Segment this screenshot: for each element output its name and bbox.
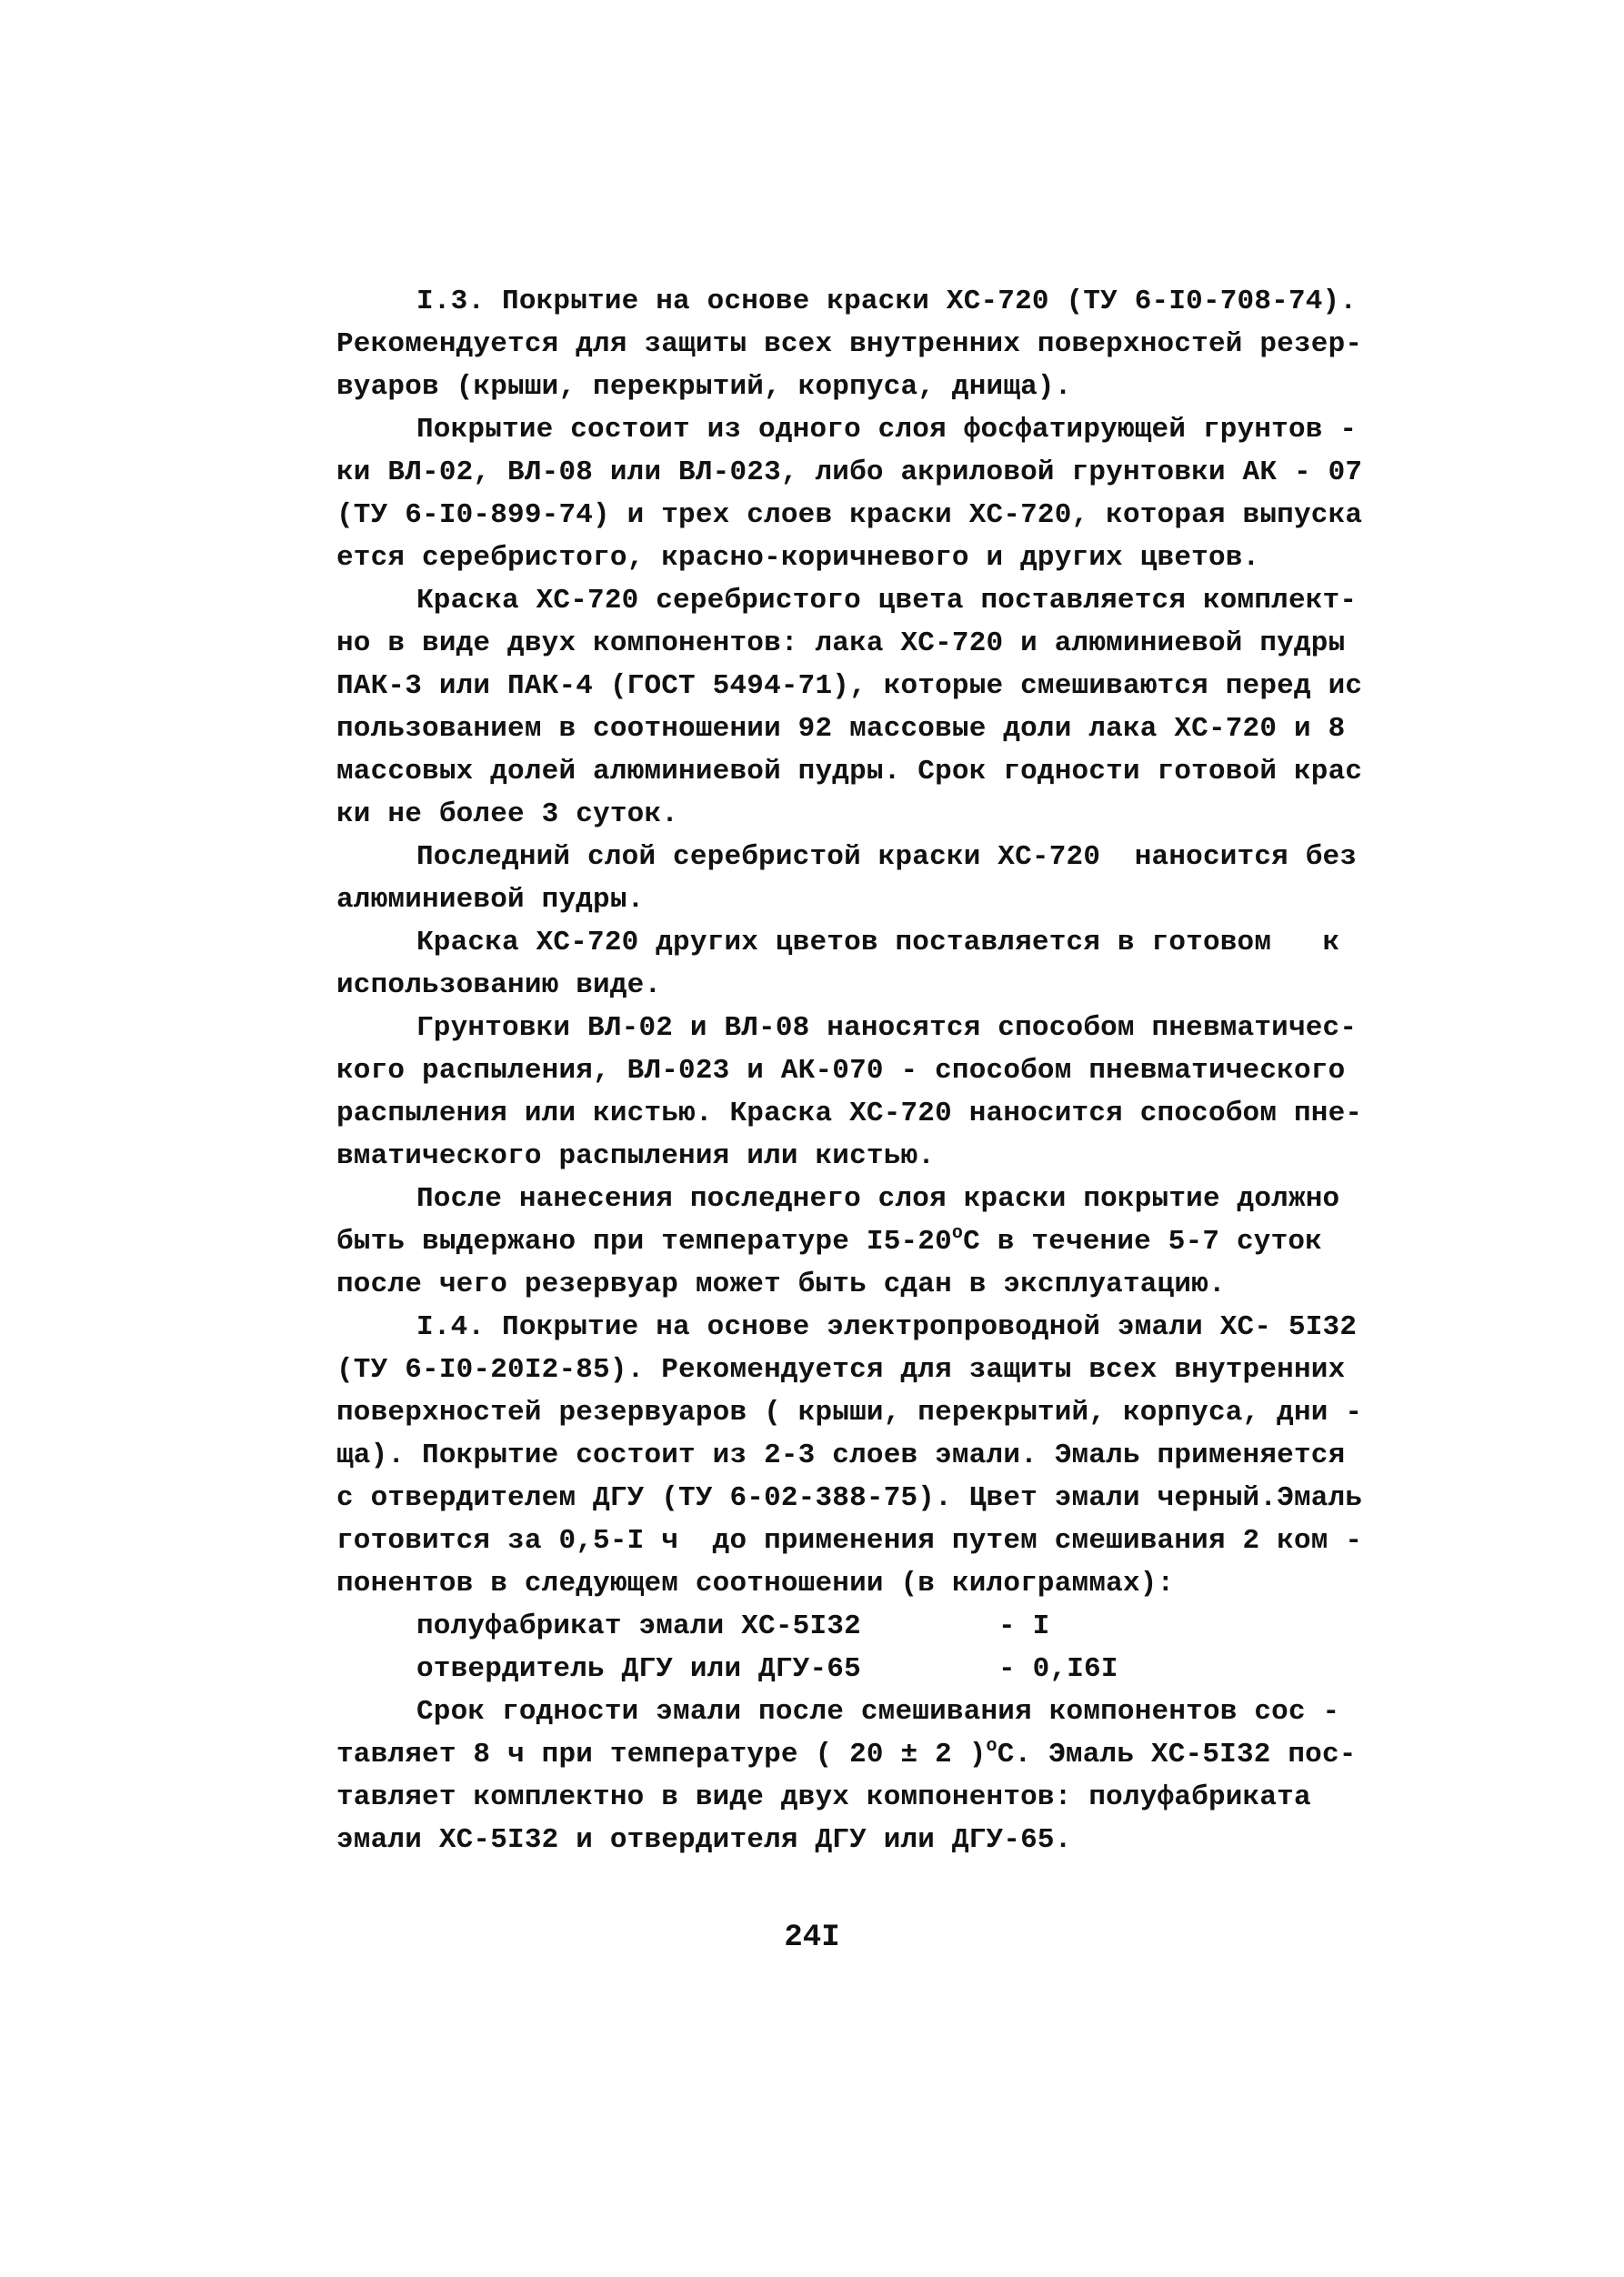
section-1-3-paragraph-1 [336,323,1364,408]
text-line: тавляет комплектно в виде двух компонентов: полуфабриката [336,1781,1311,1813]
text-line: Грунтовки ВЛ-02 и ВЛ-08 наносятся способом пневматичес- [416,1012,1358,1044]
section-1-3-paragraph-7 [336,1178,1364,1306]
mixing-ratio-table [336,1605,1364,1690]
text-line: ется серебристого, красно-коричневого и других цветов. [336,542,1260,574]
text-line: ки ВЛ-02, ВЛ-08 или ВЛ-023, либо акриловой грунтовки АК - 07 [336,456,1363,488]
text-line: Срок годности эмали после смешивания компонентов сос - [416,1696,1340,1728]
text-line-with-degree [336,1733,1364,1776]
mixing-ratio-row [336,1648,1364,1690]
text-line: вматического распыления или кистью. [336,1140,936,1172]
text-line: поверхностей резервуаров ( крыши, перекрытий, корпуса, дни - [336,1397,1363,1429]
text-line: Последний слой серебристой краски ХС-720 наносится без [416,841,1358,873]
text-line: Краска ХС-720 других цветов поставляется в готовом к [416,927,1340,958]
text-line: (ТУ 6-I0-899-74) и трех слоев краски ХС-720, которая выпуска [336,499,1363,531]
section-1-3-intro [336,280,1364,323]
body-text [336,280,1364,1861]
text-line: вуаров (крыши, перекрытий, корпуса, днища). [336,371,1072,403]
text-line: но в виде двух компонентов: лака ХС-720 и алюминиевой пудры [336,627,1346,659]
text-line: ща). Покрытие состоит из 2-3 слоев эмали. Эмаль применяется [336,1439,1346,1471]
section-1-3-paragraph-2 [336,408,1364,579]
section-1-3-paragraph-5 [336,921,1364,1007]
text-fragment: тавляет 8 ч при температуре ( 20 ± 2 ) [336,1739,987,1770]
text-fragment: быть выдержано при температуре I5-20 [336,1226,952,1258]
text-fragment: С в течение 5-7 суток [963,1226,1322,1258]
text-line: Покрытие состоит из одного слоя фосфатирующей грунтов - [416,414,1358,446]
text-line: Краска ХС-720 серебристого цвета поставляется комплект- [416,585,1358,617]
text-line: использованию виде. [336,969,662,1001]
component-name: отвердитель ДГУ или ДГУ-65 [416,1653,861,1685]
section-1-4-paragraph-1 [336,1306,1364,1605]
text-fragment: С. Эмаль ХС-5I32 пос- [997,1739,1357,1770]
text-line: распыления или кистью. Краска ХС-720 наносится способом пне- [336,1098,1363,1129]
text-line: пользованием в соотношении 92 массовые доли лака ХС-720 и 8 [336,713,1346,745]
section-1-3-heading: I.3. Покрытие на основе краски ХС-720 (ТУ 6-I0-708-74). [416,286,1358,317]
section-1-4-heading: I.4. Покрытие на основе электропроводной эмали ХС- 5I32 [416,1311,1358,1343]
text-line: ки не более 3 суток. [336,798,679,830]
section-1-4-paragraph-2 [336,1690,1364,1861]
component-name: полуфабрикат эмали ХС-5I32 [416,1610,861,1642]
section-1-3-paragraph-6 [336,1007,1364,1178]
section-1-3-paragraph-4 [336,836,1364,921]
section-1-3-paragraph-3 [336,579,1364,836]
text-line: Рекомендуется для защиты всех внутренних поверхностей резер- [336,328,1363,360]
text-line: готовится за 0,5-I ч до применения путем смешивания 2 ком - [336,1525,1363,1557]
component-amount: - I [998,1610,1050,1642]
page-number: 24I [784,1921,840,1955]
degree-sign: о [951,1223,964,1244]
text-line: массовых долей алюминиевой пудры. Срок годности готовой крас [336,756,1363,787]
text-line: понентов в следующем соотношении (в килограммах): [336,1568,1175,1600]
text-line: ПАК-3 или ПАК-4 (ГОСТ 5494-71), которые смешиваются перед ис [336,670,1363,702]
component-amount: - 0,I6I [998,1653,1118,1685]
mixing-ratio-row [336,1605,1364,1648]
text-line: с отвердителем ДГУ (ТУ 6-02-388-75). Цвет эмали черный.Эмаль [336,1482,1363,1514]
text-line: эмали ХС-5I32 и отвердителя ДГУ или ДГУ-65. [336,1824,1072,1856]
text-line: кого распыления, ВЛ-023 и АК-070 - способом пневматического [336,1055,1346,1087]
text-line-with-degree [336,1220,1364,1263]
degree-sign: о [986,1736,997,1757]
text-line: (ТУ 6-I0-20I2-85). Рекомендуется для защиты всех внутренних [336,1354,1346,1386]
text-line: После нанесения последнего слоя краски покрытие должно [416,1183,1340,1215]
text-line: алюминиевой пудры. [336,884,645,916]
text-line: после чего резервуар может быть сдан в эксплуатацию. [336,1269,1226,1300]
